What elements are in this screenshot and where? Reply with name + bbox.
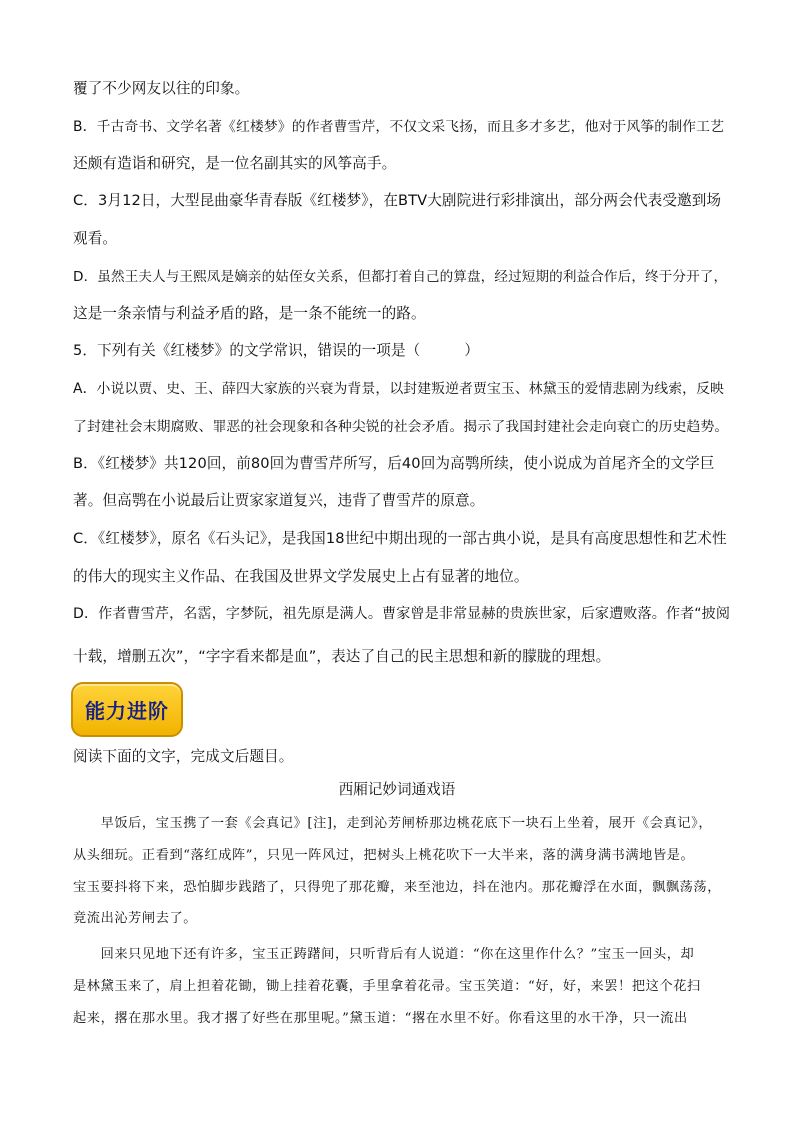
option-a-line: A．小说以贾、史、王、薛四大家族的兴衰为背景，以封建叛逆者贾宝玉、林黛玉的爱情悲剧为线索，反映 [73,381,724,397]
option-b-line: B．千古奇书、文学名著《红楼梦》的作者曹雪芹，不仅文采飞扬，而且多才多艺，他对于风筝的制作工艺 [73,119,725,135]
option-d-line: D．虽然王夫人与王熙凤是嫡亲的姑侄女关系，但都打着自己的算盘，经过短期的利益合作后，终于分开了， [73,269,728,285]
option-c-line: C．3月12日，大型昆曲豪华青春版《红楼梦》，在BTV大剧院进行彩排演出，部分两会代表受邀到场 [73,192,722,209]
option-b-line: B．《红楼梦》共120回，前80回为曹雪芹所写，后40回为高鹗所续，使小说成为首尾齐全的文学巨 [73,455,715,472]
text-line: 著。但高鹗在小说最后让贾家家道复兴，违背了曹雪芹的原意。 [73,492,485,509]
passage-line: 宝玉要抖将下来，恐怕脚步践踏了，只得兜了那花瓣，来至池边，抖在池内。那花瓣浮在水面，飘飘荡荡， [73,880,722,895]
text-line: 还颇有造诣和研究，是一位名副其实的风筝高手。 [73,155,397,172]
section-badge [71,682,183,737]
text-line: 了封建社会末期腐败、罪恶的社会现象和各种尖锐的社会矛盾。揭示了我国封建社会走向衰亡的历史趋势。 [73,419,729,435]
passage-line: 竟流出沁芳闸去了。 [73,911,198,926]
text-line: 观看。 [73,230,118,247]
text-line: 的伟大的现实主义作品、在我国及世界文学发展史上占有显著的地位。 [73,568,529,585]
passage-title: 西厢记妙词通戏语 [338,781,456,798]
text-line: 覆了不少网友以往的印象。 [73,80,250,97]
passage-line: 是林黛玉来了，肩上担着花锄，锄上挂着花囊，手里拿着花帚。宝玉笑道：“好，好，来罢！把这个花扫 [73,979,701,994]
option-d-line: D．作者曹雪芹，名霑，字梦阮，祖先原是满人。曹家曾是非常显赫的贵族世家，后家遭败落。作者“披阅 [73,606,731,622]
passage-line: 起来，撂在那水里。我才撂了好些在那里呢。”黛玉道：“撂在水里不好。你看这里的水干净，只一流出 [73,1011,688,1026]
passage-line: 早饭后，宝玉携了一套《会真记》[注]，走到沁芳闸桥那边桃花底下一块石上坐着，展开《会真记》， [73,816,713,831]
instruction-text: 阅读下面的文字，完成文后题目。 [73,748,294,765]
text-line: 十载，增删五次”，“字字看来都是血”，表达了自己的民主思想和新的朦胧的理想。 [73,648,611,665]
passage-line: 从头细玩。正看到“落红成阵”，只见一阵风过，把树头上桃花吹下一大半来，落的满身满书满地皆是。 [73,848,695,863]
section-badge-label: 能力进阶 [85,699,169,723]
question-5: 5．下列有关《红楼梦》的文学常识，错误的一项是（ ） [73,342,480,359]
text-line: 这是一条亲情与利益矛盾的路，是一条不能统一的路。 [73,305,426,322]
option-c-line: C．《红楼梦》，原名《石头记》，是我国18世纪中期出现的一部古典小说，是具有高度思想性和艺术性 [73,530,727,547]
passage-line: 回来只见地下还有许多，宝玉正踌躇间，只听背后有人说道：“你在这里作什么？”宝玉一回头，却 [73,947,695,962]
